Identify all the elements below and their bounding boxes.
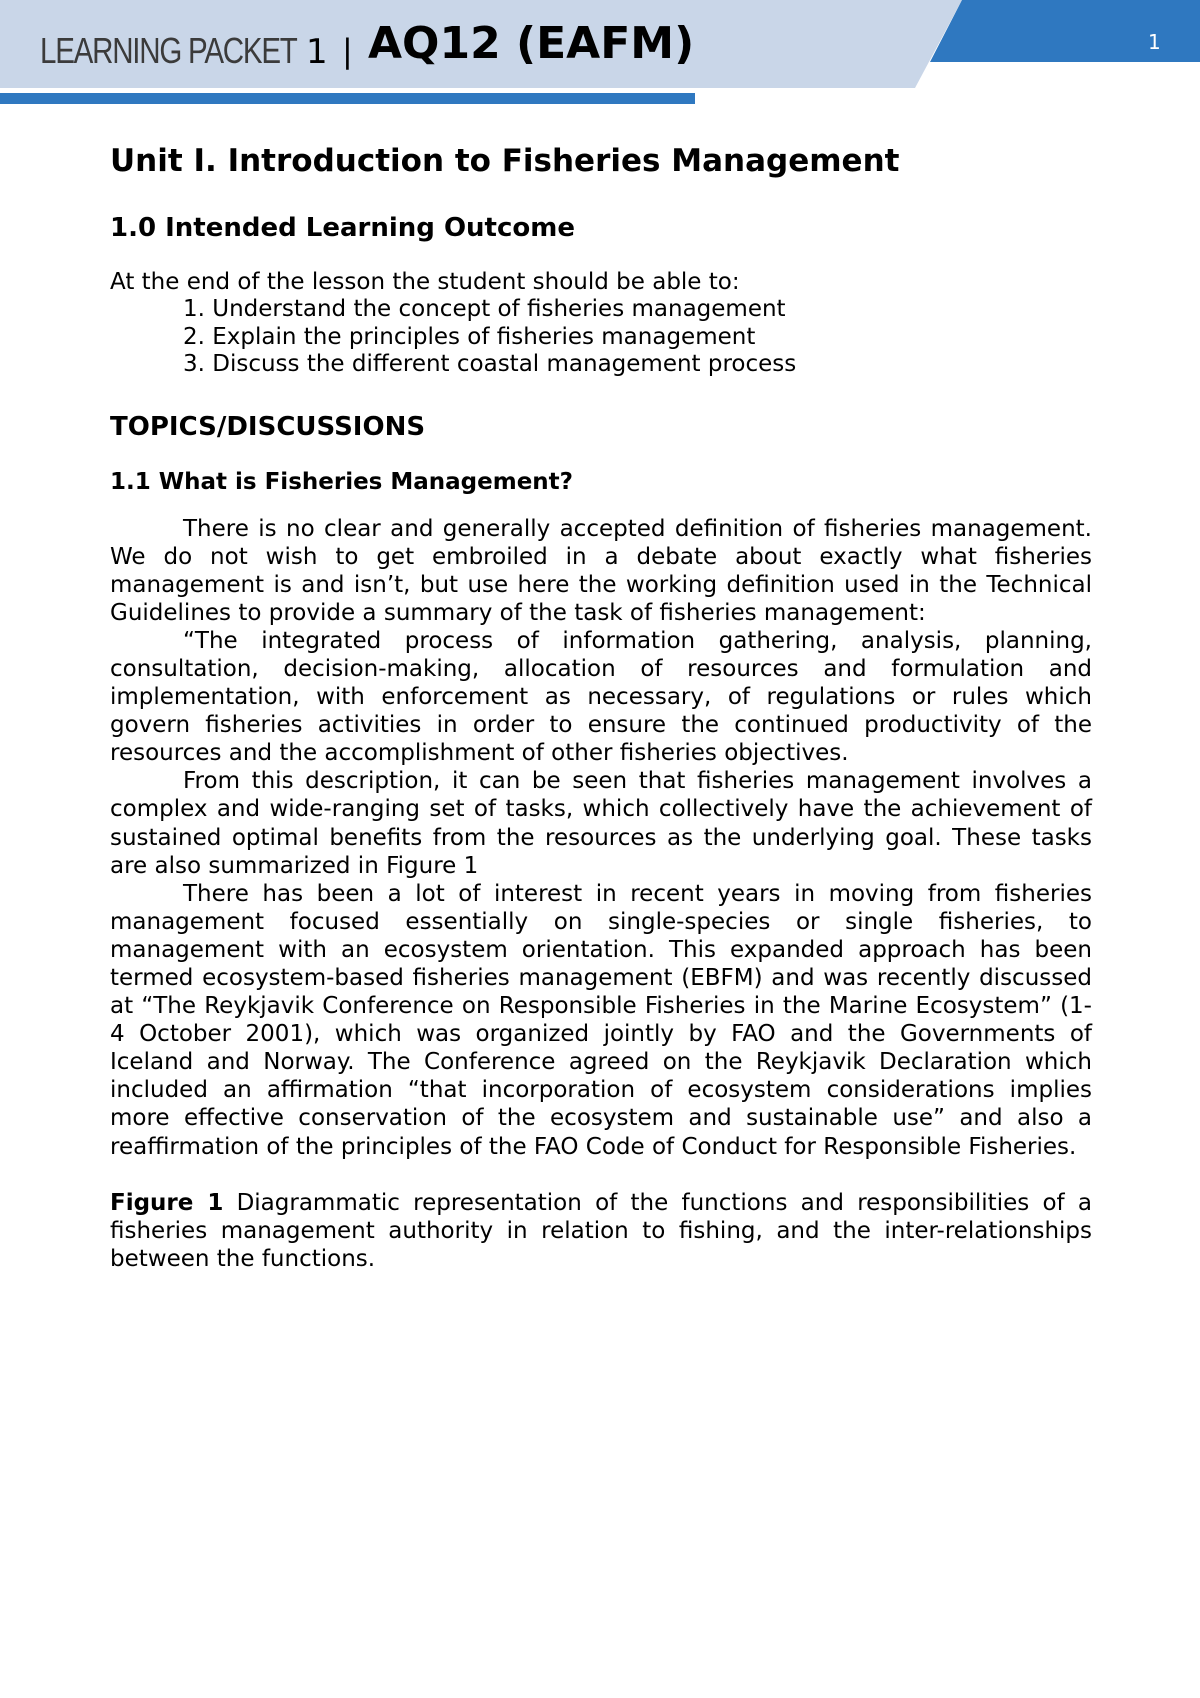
figure-label: Figure 1	[110, 1189, 224, 1216]
topics-heading: TOPICS/DISCUSSIONS	[110, 411, 426, 442]
packet-number: 1	[306, 32, 328, 72]
outcome-list	[110, 296, 1092, 379]
figure-caption	[110, 1189, 1092, 1273]
outcome-heading: 1.0 Intended Learning Outcome	[110, 213, 575, 243]
header-rule	[0, 93, 695, 104]
outcome-item: 1. Understand the concept of fisheries management	[183, 296, 786, 322]
document-body	[110, 140, 1092, 1273]
paragraph: There is no clear and generally accepted definition of fisheries management. We do not wish to get embroiled in a debate about exactly what fisheries management is and isn’t, but use here the working definition used in the Technical Guidelines to provide a summary of the task of fisheries management:	[110, 515, 1092, 626]
figure-caption-text: Diagrammatic representation of the functions and responsibilities of a fisheries management authority in relation to fishing, and the inter-relationships between the functions.	[110, 1189, 1092, 1272]
outcome-intro: At the end of the lesson the student should be able to:	[110, 269, 740, 295]
course-code: AQ12 (EAFM)	[368, 18, 695, 69]
learning-packet-label: LEARNING PACKET	[40, 30, 297, 71]
quote-paragraph: “The integrated process of information gathering, analysis, planning, consultation, decision-making, allocation of resources and formulation and implementation, with enforcement as necessary, of regulations or rules which govern fisheries activities in order to ensure the continued productivity of the resources and the accomplishment of other fisheries objectives.	[110, 627, 1092, 767]
section-title: 1.1 What is Fisheries Management?	[110, 468, 574, 495]
outcome-item: 2. Explain the principles of fisheries management	[183, 323, 756, 350]
outcome-item: 3. Discuss the different coastal management process	[183, 351, 797, 377]
paragraph: From this description, it can be seen that fisheries management involves a complex and wide-ranging set of tasks, which collectively have the achievement of sustained optimal benefits from the resources as the underlying goal. These tasks are also summarized in Figure 1	[110, 768, 1092, 879]
header-separator: |	[342, 32, 353, 70]
paragraph: There has been a lot of interest in recent years in moving from fisheries management focused essentially on single-species or single fisheries, to management with an ecosystem orientation. This expanded approach has been termed ecosystem-based fisheries management (EBFM) and was recently discussed at “The Reykjavik Conference on Responsible Fisheries in the Marine Ecosystem” (1-4 October 2001), which was organized jointly by FAO and the Governments of Iceland and Norway. The Conference agreed on the Reykjavik Declaration which included an affirmation “that incorporation of ecosystem considerations implies more effective conservation of the ecosystem and sustainable use” and also a reaffirmation of the principles of the FAO Code of Conduct for Responsible Fisheries.	[110, 880, 1092, 1160]
unit-title: Unit I. Introduction to Fisheries Management	[110, 143, 900, 179]
page-header	[0, 0, 1200, 110]
page-number: 1	[1148, 30, 1161, 54]
